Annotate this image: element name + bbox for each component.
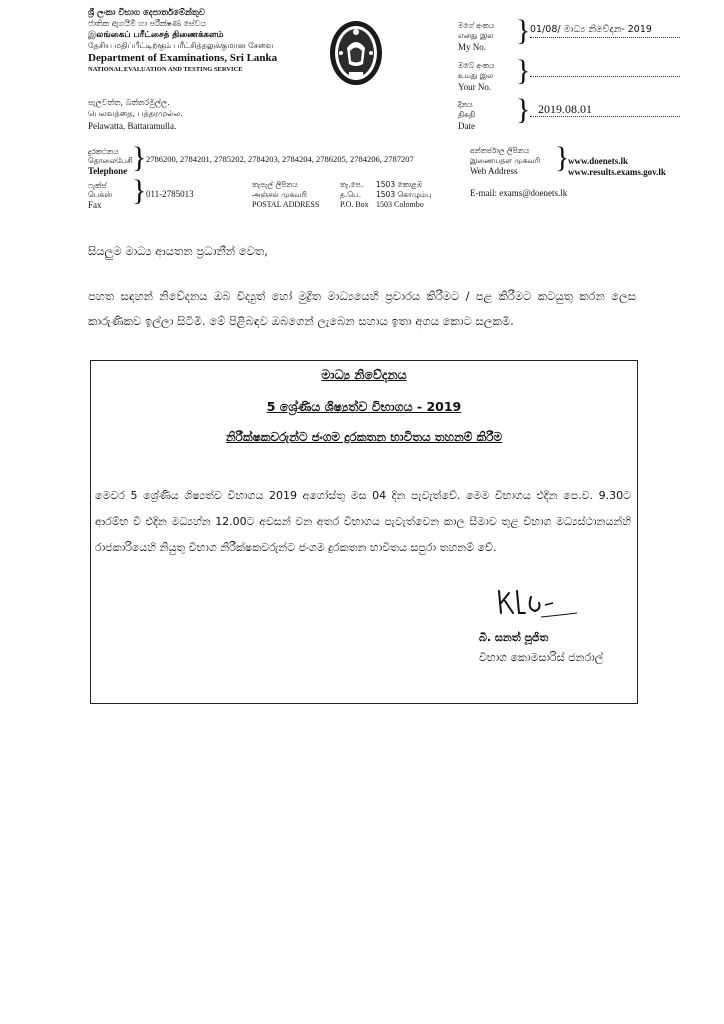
- service-name-sinhala: ජාතික ඇගයීම් හා පරීක්ෂණ සේවය: [88, 19, 207, 28]
- notice-subtitle: 5 ශ්‍රේණිය ශිෂ්‍යත්ව විභාගය - 2019: [266, 399, 462, 414]
- po-box-label-english: P.O. Box: [340, 200, 369, 209]
- signatory-title: විභාග කොමසාරිස් ජනරාල්: [479, 651, 604, 664]
- date-value: 2019.08.01: [530, 103, 680, 117]
- postal-label-tamil: அஞ்சல் முகவரி: [252, 190, 307, 199]
- my-no-brace: }: [516, 14, 531, 47]
- date-label-sinhala: දිනය: [458, 100, 473, 109]
- tel-value: 2786200, 2784201, 2785202, 2784203, 2784204, 2786205, 2784206, 2787207: [146, 154, 414, 164]
- web-label-tamil: இணையதள முகவரி: [470, 156, 541, 165]
- web-label-sinhala: අන්තර්ජාල ලිපිනය: [470, 146, 530, 155]
- fax-brace: }: [132, 174, 147, 207]
- your-no-label-tamil: உமது இல: [458, 71, 494, 80]
- your-no-brace: }: [516, 54, 531, 87]
- media-notice-box: [90, 360, 638, 704]
- web-label-english: Web Address: [470, 166, 518, 176]
- your-no-label-sinhala: ඔබේ අංකය: [458, 61, 495, 70]
- dept-name-sinhala: ශ්‍රී ලංකා විභාග දෙපාර්තමේන්තුව: [88, 8, 205, 18]
- address-english: Pelawatta, Battaramulla.: [88, 121, 177, 131]
- po-box-number-english: 1503 Colombo: [376, 200, 424, 209]
- tel-brace: }: [132, 141, 147, 174]
- date-label-english: Date: [458, 121, 475, 131]
- my-no-label-sinhala: මගේ අංකය: [458, 21, 495, 30]
- web-brace: }: [555, 141, 570, 174]
- my-no-value: 01/08/ මාධ්‍ය නිවේදන- 2019: [530, 24, 680, 38]
- po-box-number-tamil: 1503 கொழும்பு: [376, 190, 432, 199]
- fax-value: 011-2785013: [146, 189, 194, 199]
- dept-name-tamil: இலங்கைப் பரீட்சைத் திணைக்களம்: [88, 30, 224, 40]
- web-address-primary: www.doenets.lk: [568, 156, 629, 166]
- signatory-name: බී. සනත් පූජිත: [479, 631, 549, 644]
- tel-label-sinhala: දුරකථනය: [88, 147, 119, 156]
- po-box-number-sinhala: 1503 කොළඹ: [376, 180, 423, 189]
- web-address-results: www.results.exams.gov.lk: [568, 167, 666, 177]
- notice-title: මාධ්‍ය නිවේදනය: [321, 367, 407, 382]
- state-emblem-icon: [327, 18, 385, 88]
- notice-heading: නිරීක්ෂකවරුන්ට ජංගම දුරකතන භාවිතය තහනම් කිරීම: [225, 430, 503, 444]
- email-address: E-mail: exams@doenets.lk: [470, 188, 568, 198]
- fax-label-tamil: பெக்ஸ்: [88, 190, 113, 199]
- my-no-label-english: My No.: [458, 42, 487, 52]
- your-no-value-line: [530, 64, 680, 77]
- service-name-tamil: தேசிய மதிப்பீட்டிற்கும் பரீட்சித்தலுக்குமான சேவை: [88, 41, 274, 50]
- postal-label-sinhala: තැපැල් ලිපිනය: [252, 180, 298, 189]
- your-no-label-english: Your No.: [458, 82, 492, 92]
- fax-label-sinhala: ෆැක්ස්: [88, 181, 107, 190]
- salutation: සියලුම මාධ්‍ය ආයතන ප්‍රධානීන් වෙත,: [88, 244, 268, 258]
- fax-label-english: Fax: [88, 200, 102, 210]
- notice-body: මෙවර 5 ශ්‍රේණිය ශිෂ්‍යත්ව විභාගය 2019 අගෝස්තු මස 04 දින පැවැත්වේ. මෙම විභාගය එදින පෙ.ව. 9.30ට ආරම්භ වී එදින මධ්‍යහ්න 12.00ට අවසන් වන අතර විභාගය පැවැත්වෙන කාල සීමාව තුළ විභාග මධ්‍යස්ථානයන්හි රාජකාරියෙහි නියුතු විභාග නිරීක්ෂකවරුන්ට ජංගම දුරකතන භාවිතය සපුරා තහනම් වේ.: [95, 489, 631, 554]
- date-brace: }: [516, 93, 531, 126]
- tel-label-tamil: தொலைபேசி: [88, 156, 133, 165]
- service-name-english: NATIONAL EVALUATION AND TESTING SERVICE: [88, 66, 243, 73]
- my-no-label-tamil: எனது இல: [458, 31, 494, 40]
- postal-label-english: POSTAL ADDRESS: [252, 200, 320, 209]
- address-sinhala: පැලවත්ත, බත්තරමුල්ල.: [88, 98, 170, 107]
- date-label-tamil: திகதி: [458, 110, 476, 119]
- tel-label-english: Telephone: [88, 166, 128, 176]
- po-box-label-tamil: த.பெ.: [340, 190, 362, 199]
- intro-paragraph: පහත සඳහන් නිවේදනය ඔබ විද්‍යුත් හෝ මුද්‍රිත මාධ්‍යයෙහි ප්‍රචාරය කිරීමට / පළ කිරීමට කටයුතු කරන ලෙස කාරුණිකව ඉල්ලා සිටිමි. මේ පිළිබඳව ඔබගෙන් ලැබෙන සහාය ඉතා අගය කොට සලකමි.: [88, 289, 636, 328]
- dept-name-english: Department of Examinations, Sri Lanka: [88, 52, 278, 64]
- address-tamil: பெலவத்தை, பத்தரமுல்ல.: [88, 109, 183, 118]
- po-box-label-sinhala: තැ.පෙ.: [340, 180, 364, 189]
- signature-image: [491, 583, 581, 623]
